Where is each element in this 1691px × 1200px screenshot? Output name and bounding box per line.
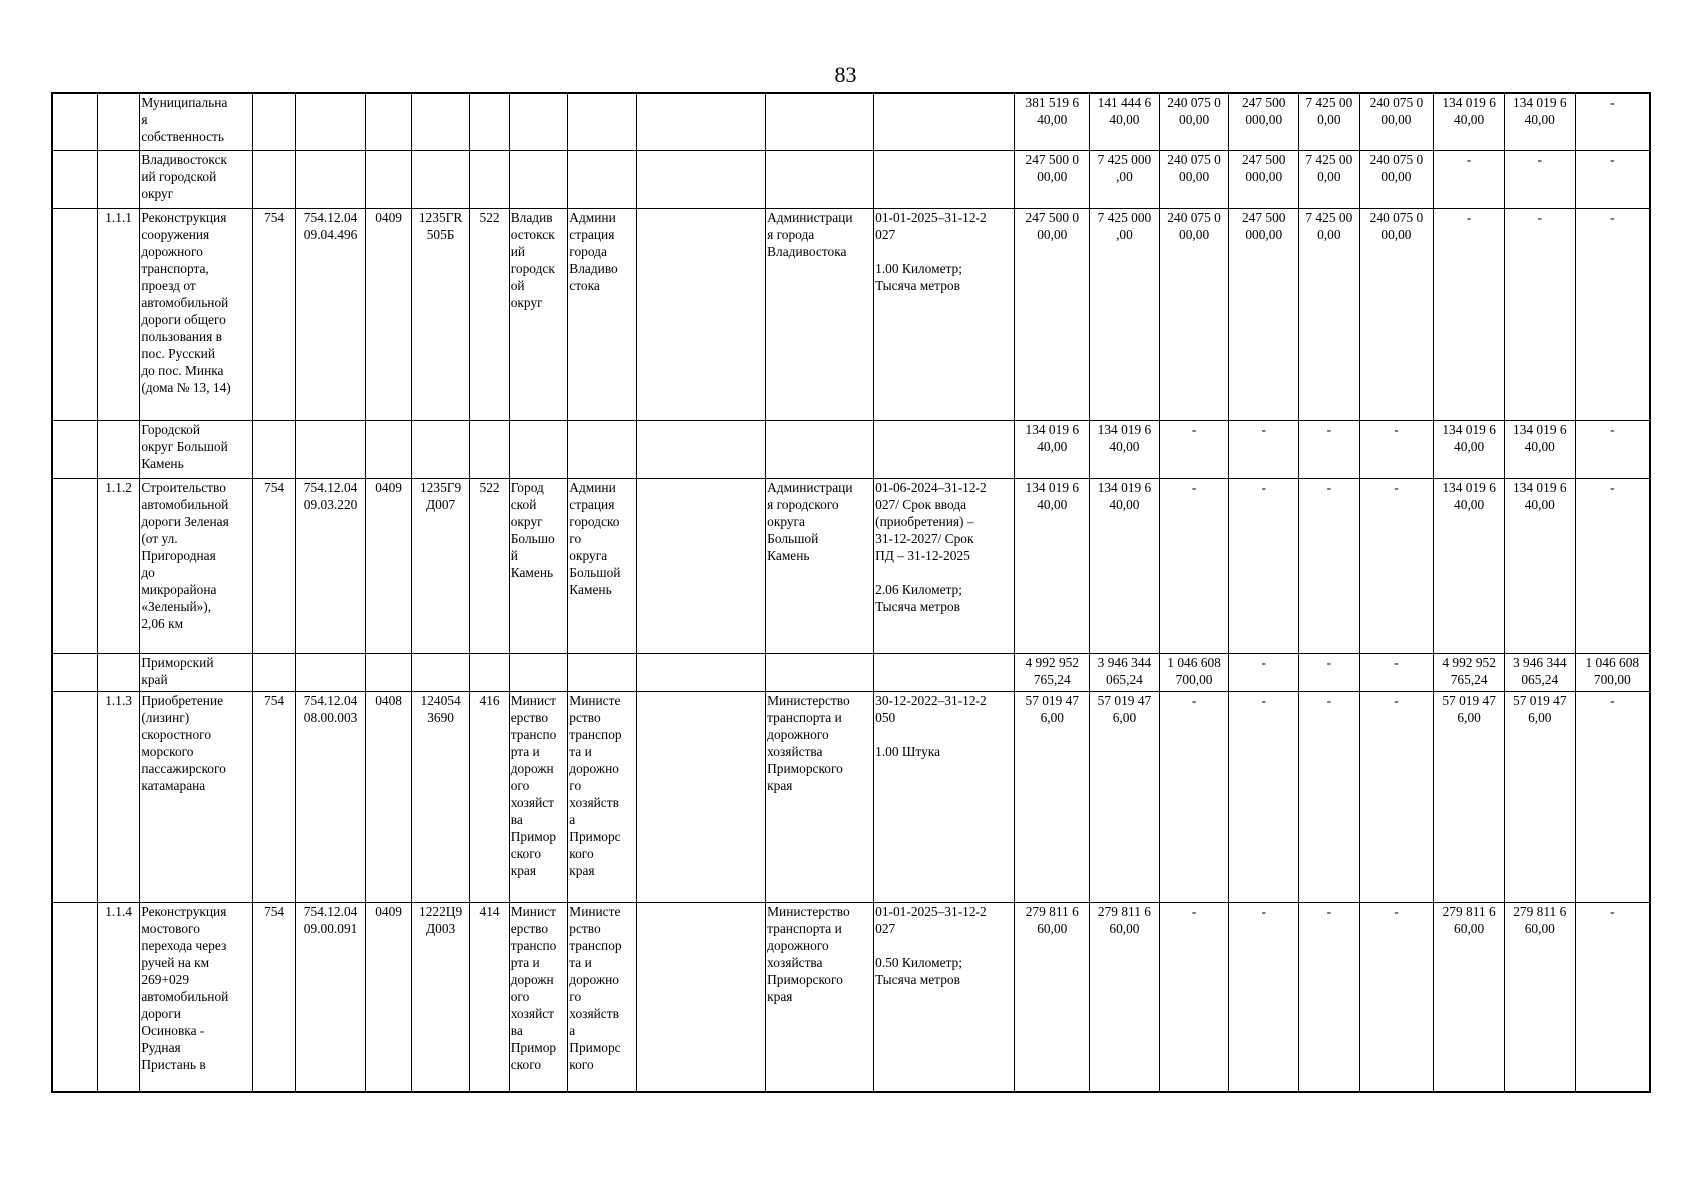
empty-cell (52, 150, 97, 208)
period-capacity-cell: 30-12-2022–31-12-2 050 1.00 Штука (874, 691, 1015, 902)
empty-cell (52, 420, 97, 478)
object-name-cell: Приморский край (140, 653, 253, 691)
object-name-cell: Муниципальна я собственность (140, 93, 253, 150)
grbs-code-cell: 754 (253, 208, 295, 420)
amount-cell: - (1299, 653, 1360, 691)
amount-cell: 134 019 6 40,00 (1434, 93, 1505, 150)
customer-cell (568, 93, 637, 150)
amount-cell: 240 075 0 00,00 (1159, 208, 1229, 420)
amount-cell: 134 019 6 40,00 (1434, 420, 1505, 478)
table-row (52, 93, 1650, 150)
amount-cell: 7 425 00 0,00 (1299, 150, 1360, 208)
row-number-cell: 1.1.2 (97, 478, 139, 653)
empty-cell (52, 653, 97, 691)
amount-cell: - (1575, 208, 1650, 420)
expense-type-cell (470, 420, 509, 478)
amount-cell: 247 500 000,00 (1229, 93, 1299, 150)
customer-cell: Админи страция города Владиво стока (568, 208, 637, 420)
amount-cell: 57 019 47 6,00 (1434, 691, 1505, 902)
amount-cell: 240 075 0 00,00 (1359, 93, 1434, 150)
amount-cell: 279 811 6 60,00 (1434, 902, 1505, 1092)
customer-cell: Министе рство транспор та и дорожно го хозяйств а Приморс кого (568, 902, 637, 1092)
amount-cell: 240 075 0 00,00 (1159, 150, 1229, 208)
section-code-cell (366, 420, 411, 478)
target-item-cell (411, 420, 470, 478)
owner-cell: Минист ерство транспо рта и дорожн ого хозяйст ва Примор ского (509, 902, 568, 1092)
amount-cell: 279 811 6 60,00 (1090, 902, 1160, 1092)
amount-cell: - (1229, 478, 1299, 653)
amount-cell: 1 046 608 700,00 (1575, 653, 1650, 691)
executor-cell: Министерство транспорта и дорожного хозяйства Приморского края (766, 902, 874, 1092)
owner-cell (509, 150, 568, 208)
amount-cell: - (1159, 478, 1229, 653)
target-item-cell: 1235Г9 Д007 (411, 478, 470, 653)
table-row (52, 902, 1650, 1092)
section-code-cell (366, 653, 411, 691)
amount-cell: - (1159, 420, 1229, 478)
target-item-cell (411, 93, 470, 150)
section-code-cell: 0409 (366, 902, 411, 1092)
executor-cell (766, 150, 874, 208)
table-row (52, 653, 1650, 691)
amount-cell: 3 946 344 065,24 (1090, 653, 1160, 691)
kbk-code-cell: 754.12.04 08.00.003 (295, 691, 366, 902)
customer-cell (568, 653, 637, 691)
table-row (52, 420, 1650, 478)
grbs-code-cell: 754 (253, 478, 295, 653)
blank-cell (636, 478, 765, 653)
amount-cell: - (1575, 420, 1650, 478)
amount-cell: 247 500 000,00 (1229, 208, 1299, 420)
object-name-cell: Городской округ Большой Камень (140, 420, 253, 478)
blank-cell (636, 93, 765, 150)
amount-cell: 279 811 6 60,00 (1015, 902, 1090, 1092)
amount-cell: 57 019 47 6,00 (1090, 691, 1160, 902)
period-capacity-cell (874, 93, 1015, 150)
grbs-code-cell: 754 (253, 691, 295, 902)
blank-cell (636, 902, 765, 1092)
executor-cell (766, 653, 874, 691)
amount-cell: - (1504, 208, 1575, 420)
amount-cell: 7 425 00 0,00 (1299, 208, 1360, 420)
amount-cell: - (1575, 93, 1650, 150)
amount-cell: - (1229, 691, 1299, 902)
row-number-cell: 1.1.4 (97, 902, 139, 1092)
owner-cell (509, 93, 568, 150)
amount-cell: 7 425 000 ,00 (1090, 150, 1160, 208)
amount-cell: 134 019 6 40,00 (1504, 420, 1575, 478)
grbs-code-cell: 754 (253, 902, 295, 1092)
page-number: 83 (834, 62, 857, 87)
customer-cell: Министе рство транспор та и дорожно го хозяйств а Приморс кого края (568, 691, 637, 902)
target-item-cell: 1222Ц9 Д003 (411, 902, 470, 1092)
table-row (52, 208, 1650, 420)
expense-type-cell (470, 653, 509, 691)
period-capacity-cell (874, 420, 1015, 478)
amount-cell: 134 019 6 40,00 (1090, 420, 1160, 478)
amount-cell: 240 075 0 00,00 (1359, 208, 1434, 420)
executor-cell: Администраци я городского округа Большой Камень (766, 478, 874, 653)
owner-cell: Владив остокск ий городск ой округ (509, 208, 568, 420)
amount-cell: - (1359, 691, 1434, 902)
amount-cell: - (1299, 420, 1360, 478)
amount-cell: 134 019 6 40,00 (1434, 478, 1505, 653)
row-number-cell: 1.1.3 (97, 691, 139, 902)
expense-type-cell: 416 (470, 691, 509, 902)
amount-cell: 7 425 000 ,00 (1090, 208, 1160, 420)
kbk-code-cell: 754.12.04 09.00.091 (295, 902, 366, 1092)
owner-cell: Город ской округ Большо й Камень (509, 478, 568, 653)
kbk-code-cell (295, 93, 366, 150)
amount-cell: 57 019 47 6,00 (1504, 691, 1575, 902)
kbk-code-cell: 754.12.04 09.03.220 (295, 478, 366, 653)
amount-cell: - (1229, 653, 1299, 691)
target-item-cell: 124054 3690 (411, 691, 470, 902)
period-capacity-cell: 01-01-2025–31-12-2 027 1.00 Километр; Тысяча метров (874, 208, 1015, 420)
grbs-code-cell (253, 93, 295, 150)
section-code-cell: 0409 (366, 478, 411, 653)
amount-cell: 240 075 0 00,00 (1159, 93, 1229, 150)
expense-type-cell: 414 (470, 902, 509, 1092)
owner-cell (509, 420, 568, 478)
amount-cell: 279 811 6 60,00 (1504, 902, 1575, 1092)
grbs-code-cell (253, 420, 295, 478)
row-number-cell (97, 653, 139, 691)
row-number-cell (97, 150, 139, 208)
customer-cell: Админи страция городско го округа Большой Камень (568, 478, 637, 653)
expense-type-cell (470, 93, 509, 150)
target-item-cell: 1235ГR 505Б (411, 208, 470, 420)
amount-cell: 141 444 6 40,00 (1090, 93, 1160, 150)
blank-cell (636, 691, 765, 902)
amount-cell: - (1229, 902, 1299, 1092)
table-row (52, 478, 1650, 653)
section-code-cell: 0409 (366, 208, 411, 420)
amount-cell: 240 075 0 00,00 (1359, 150, 1434, 208)
section-code-cell: 0408 (366, 691, 411, 902)
owner-cell (509, 653, 568, 691)
amount-cell: - (1299, 902, 1360, 1092)
amount-cell: - (1299, 478, 1360, 653)
amount-cell: - (1575, 150, 1650, 208)
amount-cell: - (1359, 420, 1434, 478)
amount-cell: 134 019 6 40,00 (1090, 478, 1160, 653)
blank-cell (636, 150, 765, 208)
amount-cell: 247 500 0 00,00 (1015, 208, 1090, 420)
amount-cell: 134 019 6 40,00 (1015, 420, 1090, 478)
amount-cell: - (1575, 478, 1650, 653)
object-name-cell: Строительство автомобильной дороги Зеленая (от ул. Пригородная до микрорайона «Зеленый»), 2,06 км (140, 478, 253, 653)
amount-cell: 1 046 608 700,00 (1159, 653, 1229, 691)
empty-cell (52, 208, 97, 420)
amount-cell: 381 519 6 40,00 (1015, 93, 1090, 150)
expense-type-cell: 522 (470, 208, 509, 420)
amount-cell: 247 500 0 00,00 (1015, 150, 1090, 208)
table-row (52, 691, 1650, 902)
object-name-cell: Реконструкция сооружения дорожного транспорта, проезд от автомобильной дороги общего пользования в пос. Русский до пос. Минка (дома № 13, 14) (140, 208, 253, 420)
executor-cell: Министерство транспорта и дорожного хозяйства Приморского края (766, 691, 874, 902)
kbk-code-cell: 754.12.04 09.04.496 (295, 208, 366, 420)
empty-cell (52, 93, 97, 150)
amount-cell: - (1434, 208, 1505, 420)
blank-cell (636, 653, 765, 691)
expense-type-cell: 522 (470, 478, 509, 653)
blank-cell (636, 208, 765, 420)
kbk-code-cell (295, 420, 366, 478)
table-row (52, 150, 1650, 208)
amount-cell: - (1359, 902, 1434, 1092)
grbs-code-cell (253, 150, 295, 208)
amount-cell: - (1159, 691, 1229, 902)
row-number-cell (97, 93, 139, 150)
empty-cell (52, 478, 97, 653)
amount-cell: - (1575, 691, 1650, 902)
kbk-code-cell (295, 150, 366, 208)
amount-cell: 57 019 47 6,00 (1015, 691, 1090, 902)
period-capacity-cell (874, 150, 1015, 208)
amount-cell: 247 500 000,00 (1229, 150, 1299, 208)
amount-cell: - (1229, 420, 1299, 478)
owner-cell: Минист ерство транспо рта и дорожн ого хозяйст ва Примор ского края (509, 691, 568, 902)
period-capacity-cell (874, 653, 1015, 691)
investment-objects-table (51, 92, 1651, 1093)
amount-cell: 134 019 6 40,00 (1504, 93, 1575, 150)
section-code-cell (366, 150, 411, 208)
period-capacity-cell: 01-06-2024–31-12-2 027/ Срок ввода (приобретения) – 31-12-2027/ Срок ПД – 31-12-2025 2.06 Километр; Тысяча метров (874, 478, 1015, 653)
amount-cell: - (1575, 902, 1650, 1092)
row-number-cell: 1.1.1 (97, 208, 139, 420)
kbk-code-cell (295, 653, 366, 691)
customer-cell (568, 150, 637, 208)
row-number-cell (97, 420, 139, 478)
executor-cell: Администраци я города Владивостока (766, 208, 874, 420)
empty-cell (52, 691, 97, 902)
blank-cell (636, 420, 765, 478)
amount-cell: 134 019 6 40,00 (1015, 478, 1090, 653)
executor-cell (766, 420, 874, 478)
amount-cell: - (1434, 150, 1505, 208)
amount-cell: - (1359, 653, 1434, 691)
section-code-cell (366, 93, 411, 150)
empty-cell (52, 902, 97, 1092)
amount-cell: - (1359, 478, 1434, 653)
object-name-cell: Приобретение (лизинг) скоростного морского пассажирского катамарана (140, 691, 253, 902)
amount-cell: - (1159, 902, 1229, 1092)
expense-type-cell (470, 150, 509, 208)
amount-cell: - (1504, 150, 1575, 208)
amount-cell: 3 946 344 065,24 (1504, 653, 1575, 691)
amount-cell: 7 425 00 0,00 (1299, 93, 1360, 150)
object-name-cell: Реконструкция мостового перехода через ручей на км 269+029 автомобильной дороги Осиновка - Рудная Пристань в (140, 902, 253, 1092)
amount-cell: 4 992 952 765,24 (1434, 653, 1505, 691)
amount-cell: 4 992 952 765,24 (1015, 653, 1090, 691)
executor-cell (766, 93, 874, 150)
object-name-cell: Владивостокск ий городской округ (140, 150, 253, 208)
customer-cell (568, 420, 637, 478)
period-capacity-cell: 01-01-2025–31-12-2 027 0.50 Километр; Тысяча метров (874, 902, 1015, 1092)
amount-cell: - (1299, 691, 1360, 902)
target-item-cell (411, 150, 470, 208)
target-item-cell (411, 653, 470, 691)
amount-cell: 134 019 6 40,00 (1504, 478, 1575, 653)
grbs-code-cell (253, 653, 295, 691)
